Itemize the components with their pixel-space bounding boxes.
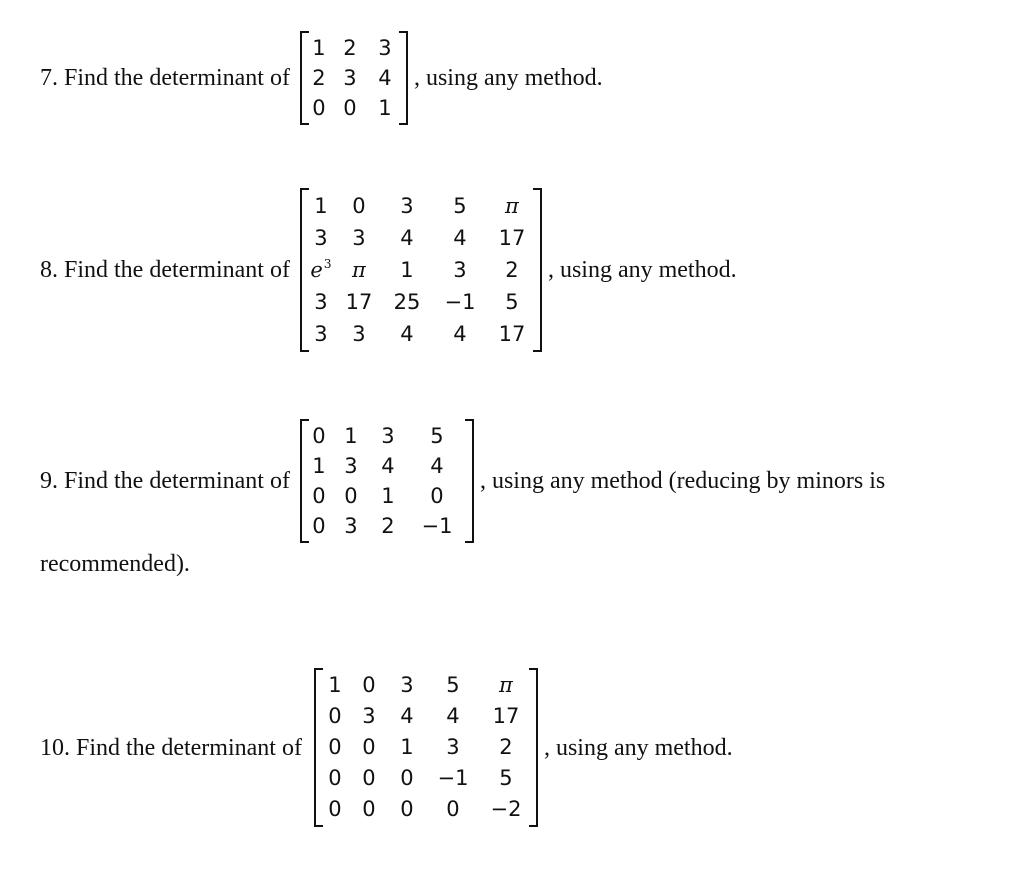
matrix-cell: 0 [328, 704, 342, 728]
matrix-cell: 25 [393, 289, 421, 314]
matrix-cell: π [499, 673, 513, 697]
matrix-cell: 4 [453, 321, 467, 346]
problem-9-matrix [300, 419, 474, 543]
matrix-cell: 0 [362, 766, 376, 790]
matrix-cell: 1 [381, 483, 395, 508]
matrix-cell: 3 [362, 704, 376, 728]
matrix-cell: 0 [344, 483, 358, 508]
problem-8 [40, 188, 737, 352]
matrix-cell: 1 [314, 193, 328, 218]
matrix-cell: 3 [343, 65, 357, 90]
matrix-cell: 5 [499, 766, 513, 790]
problem-8-prefix: 8. Find the determinant of [40, 257, 290, 283]
matrix-cell: 5 [446, 673, 460, 697]
matrix-cell: π [352, 257, 366, 282]
right-bracket [533, 188, 542, 352]
right-bracket [399, 31, 408, 125]
matrix-cell: 3 [314, 321, 328, 346]
matrix-cell: 17 [345, 289, 373, 314]
problem-7-suffix: , using any method. [413, 65, 603, 91]
matrix-cell: −1 [444, 289, 476, 314]
matrix-cell: 2 [312, 65, 326, 90]
matrix-cell: 0 [312, 513, 326, 538]
matrix-cell: −1 [421, 513, 453, 538]
problem-9 [40, 419, 885, 543]
problem-10-suffix: , using any method. [543, 734, 733, 761]
left-bracket [300, 188, 309, 352]
matrix-cell: 1 [328, 673, 342, 697]
matrix-cell: 0 [312, 483, 326, 508]
matrix-cell: 0 [430, 483, 444, 508]
matrix-cell: 4 [381, 453, 395, 478]
matrix-cell: 0 [312, 95, 326, 120]
matrix-cell: 0 [362, 797, 376, 821]
matrix-cell: π [505, 193, 519, 218]
matrix-cell: 3 [314, 225, 328, 250]
problem-7-matrix [300, 31, 408, 125]
matrix-cell: 0 [312, 423, 326, 448]
problem-7-prefix: 7. Find the determinant of [40, 65, 290, 91]
matrix-cell: 0 [446, 797, 460, 821]
matrix-cell: 1 [312, 35, 326, 60]
matrix-cell: 3 [400, 673, 414, 697]
matrix-cell: 3 [344, 453, 358, 478]
matrix-cell: 5 [505, 289, 519, 314]
matrix-cell: 2 [381, 513, 395, 538]
matrix-cell: 3 [446, 735, 460, 759]
matrix-cell: 3 [352, 321, 366, 346]
matrix-cell: 0 [328, 735, 342, 759]
matrix-cell: −2 [490, 797, 522, 821]
problem-10-prefix: 10. Find the determinant of [40, 734, 302, 761]
problem-10-matrix [314, 668, 538, 827]
matrix-cell: 3 [400, 193, 414, 218]
left-bracket [300, 419, 309, 543]
matrix-cell: 2 [499, 735, 513, 759]
left-bracket [314, 668, 323, 827]
matrix-cell: 3 [453, 257, 467, 282]
matrix-cell: 4 [446, 704, 460, 728]
right-bracket [529, 668, 538, 827]
matrix-cell: 0 [328, 766, 342, 790]
matrix-cell: 4 [378, 65, 392, 90]
matrix-cell: 0 [362, 673, 376, 697]
right-bracket [465, 419, 474, 543]
matrix-cell: 0 [400, 766, 414, 790]
matrix-cell: 1 [400, 257, 414, 282]
matrix-cell: 3 [378, 35, 392, 60]
matrix-cell: 3 [314, 289, 328, 314]
matrix-cell: 17 [498, 225, 526, 250]
matrix-cell: 0 [400, 797, 414, 821]
matrix-cell: 3 [352, 225, 366, 250]
problem-7 [40, 31, 603, 125]
problem-9-suffix: , using any method (reducing by minors is [479, 468, 886, 494]
matrix-cell: −1 [437, 766, 469, 790]
problem-9-prefix: 9. Find the determinant of [40, 468, 290, 494]
problem-9-continuation: recommended). [40, 551, 190, 577]
matrix-cell: 5 [430, 423, 444, 448]
matrix-cell: 5 [453, 193, 467, 218]
matrix-cell: 17 [498, 321, 526, 346]
matrix-cell: 4 [400, 225, 414, 250]
problem-8-matrix [300, 188, 542, 352]
matrix-cell: 3 [344, 513, 358, 538]
matrix-cell: 4 [430, 453, 444, 478]
matrix-cell: 17 [492, 704, 520, 728]
matrix-cell: 2 [505, 257, 519, 282]
matrix-cell: 3 [381, 423, 395, 448]
matrix-cell: 2 [343, 35, 357, 60]
left-bracket [300, 31, 309, 125]
matrix-cell: 4 [400, 321, 414, 346]
matrix-cell: 1 [312, 453, 326, 478]
matrix-cell: 0 [362, 735, 376, 759]
matrix-cell: 1 [344, 423, 358, 448]
matrix-cell: 0 [328, 797, 342, 821]
problem-10 [40, 668, 733, 827]
matrix-cell: 1 [400, 735, 414, 759]
matrix-cell: 0 [352, 193, 366, 218]
matrix-cell: 4 [400, 704, 414, 728]
matrix-cell: 1 [378, 95, 392, 120]
problem-8-suffix: , using any method. [547, 257, 737, 283]
matrix-cell: 4 [453, 225, 467, 250]
matrix-cell: 0 [343, 95, 357, 120]
matrix-cell: e $^3$ [310, 257, 332, 282]
